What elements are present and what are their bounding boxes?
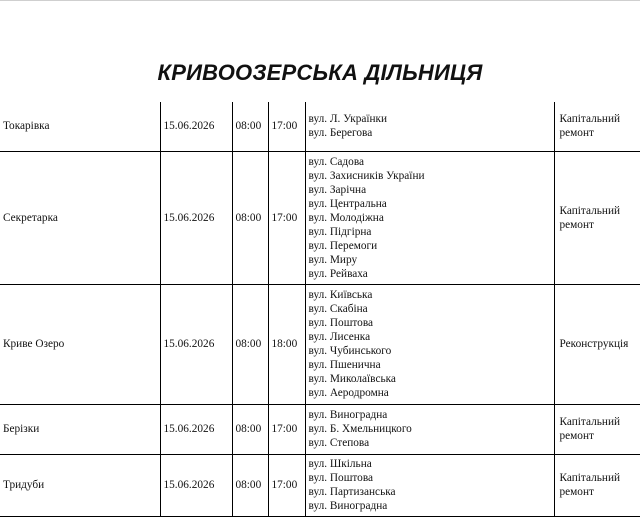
end-time-cell: 17:00 <box>268 102 305 151</box>
start-time-cell: 08:00 <box>232 102 268 151</box>
street-item: вул. Степова <box>308 437 370 449</box>
street-item: вул. Перемоги <box>308 239 378 252</box>
street-item: вул. Л. Українки <box>308 113 388 126</box>
street-item: вул. Лисенка <box>308 331 371 343</box>
street-item: вул. Київська <box>308 289 373 301</box>
street-item: вул. Молодіжна <box>308 211 384 224</box>
settlement-cell: Секретарка <box>0 151 160 284</box>
date-cell: 15.06.2026 <box>160 151 232 284</box>
start-time-cell: 08:00 <box>232 404 268 454</box>
street-item: вул. Аеродромна <box>308 387 389 399</box>
work-type-cell: Капітальний ремонт <box>554 102 640 151</box>
street-item: вул. Поштова <box>308 472 374 484</box>
date-cell: 15.06.2026 <box>160 404 232 454</box>
end-time-cell: 17:00 <box>268 454 305 516</box>
work-type-cell: Реконструкція <box>554 284 640 404</box>
street-item: вул. Пшенична <box>308 359 381 371</box>
street-item: вул. Миколаївська <box>308 373 396 385</box>
street-item: вул. Рейваха <box>308 267 368 280</box>
street-item: вул. Садова <box>308 155 365 168</box>
settlement-cell: Тридуби <box>0 454 160 516</box>
outage-schedule-table <box>0 102 640 517</box>
street-item: вул. Чубинського <box>308 345 392 357</box>
streets-cell <box>305 454 554 516</box>
work-type-cell: Капітальний ремонт <box>554 404 640 454</box>
table-row <box>0 102 640 151</box>
top-rule <box>0 0 640 1</box>
street-item: вул. Зарічна <box>308 183 367 196</box>
street-item: вул. Б. Хмельницкого <box>308 423 412 435</box>
end-time-cell: 18:00 <box>268 284 305 404</box>
settlement-cell: Берізки <box>0 404 160 454</box>
end-time-cell: 17:00 <box>268 151 305 284</box>
street-item: вул. Скабіна <box>308 303 368 315</box>
street-item: вул. Берегова <box>308 127 373 140</box>
table-row <box>0 151 640 284</box>
streets-cell <box>305 102 554 151</box>
start-time-cell: 08:00 <box>232 284 268 404</box>
street-item: вул. Центральна <box>308 197 387 210</box>
table-row <box>0 284 640 404</box>
street-item: вул. Виноградна <box>308 500 388 512</box>
street-item: вул. Поштова <box>308 317 374 329</box>
street-item: вул. Миру <box>308 253 358 266</box>
table-row <box>0 454 640 516</box>
date-cell: 15.06.2026 <box>160 284 232 404</box>
street-item: вул. Захисників України <box>308 169 425 182</box>
street-item: вул. Підгірна <box>308 225 372 238</box>
start-time-cell: 08:00 <box>232 151 268 284</box>
date-cell: 15.06.2026 <box>160 102 232 151</box>
streets-cell <box>305 284 554 404</box>
start-time-cell: 08:00 <box>232 454 268 516</box>
end-time-cell: 17:00 <box>268 404 305 454</box>
page-title: КРИВООЗЕРСЬКА ДІЛЬНИЦЯ <box>157 60 483 85</box>
streets-cell <box>305 151 554 284</box>
street-item: вул. Шкільна <box>308 458 372 470</box>
settlement-cell: Криве Озеро <box>0 284 160 404</box>
streets-cell <box>305 404 554 454</box>
work-type-cell: Капітальний ремонт <box>554 151 640 284</box>
date-cell: 15.06.2026 <box>160 454 232 516</box>
street-item: вул. Партизанська <box>308 486 396 498</box>
settlement-cell: Токарівка <box>0 102 160 151</box>
work-type-cell: Капітальний ремонт <box>554 454 640 516</box>
street-item: вул. Виноградна <box>308 409 388 421</box>
table-row <box>0 404 640 454</box>
